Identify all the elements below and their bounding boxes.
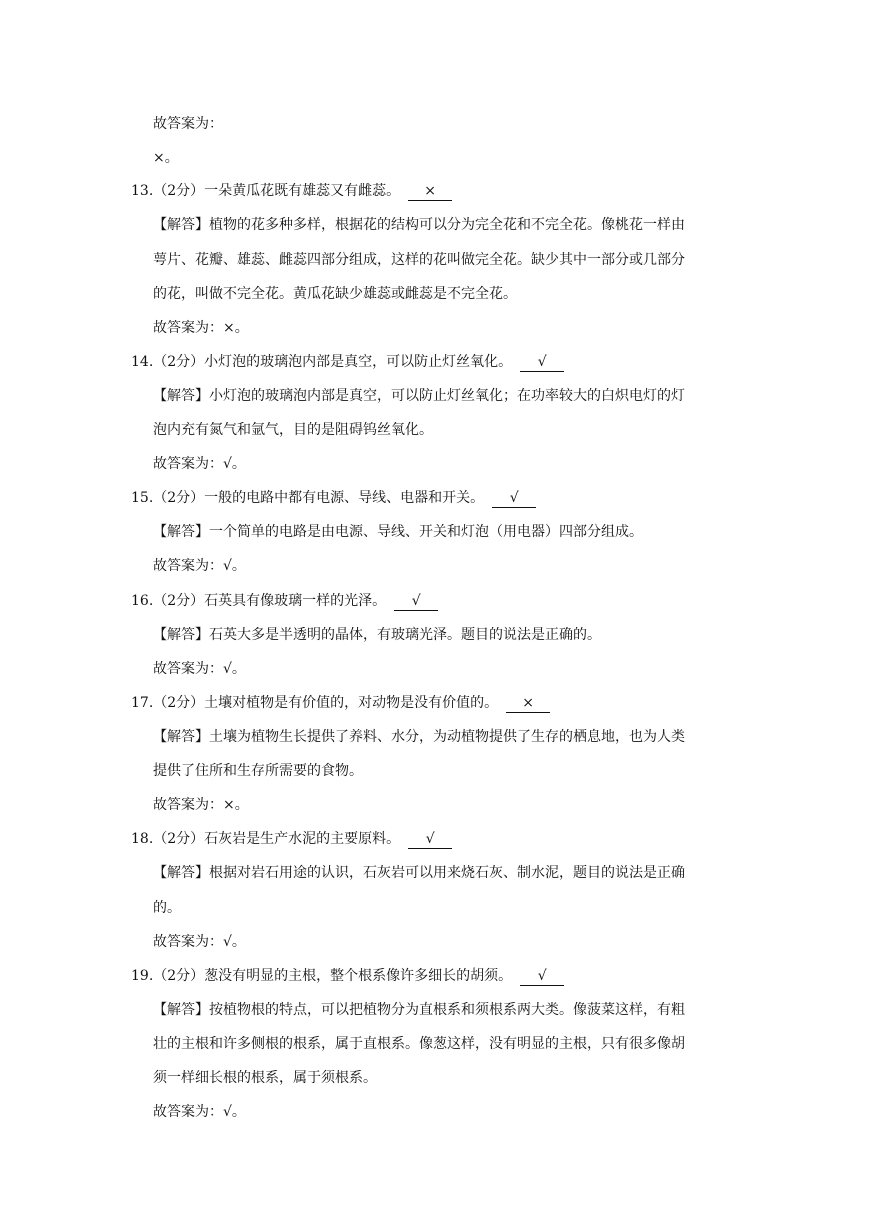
explanation-line: 须一样细长根的根系，属于须根系。 xyxy=(153,1070,377,1086)
question-stem-text: 13.（2分）一朵黄瓜花既有雄蕊又有雌蕊。 xyxy=(131,183,401,199)
answer-blank: √ xyxy=(394,592,438,611)
question-14-stem xyxy=(131,352,564,372)
final-answer: 故答案为：√。 xyxy=(153,558,246,574)
explanation-line: 【解答】土壤为植物生长提供了养料、水分，为动植物提供了生存的栖息地，也为人类 xyxy=(153,729,685,745)
explanation-line: 提供了住所和生存所需要的食物。 xyxy=(153,763,363,779)
final-answer: 故答案为：√。 xyxy=(153,1104,246,1120)
final-answer: 故答案为：√。 xyxy=(153,934,246,950)
explanation-line: 【解答】一个简单的电路是由电源、导线、开关和灯泡（用电器）四部分组成。 xyxy=(153,524,643,540)
explanation-line: 萼片、花瓣、雄蕊、雌蕊四部分组成，这样的花叫做完全花。缺少其中一部分或几部分 xyxy=(153,252,685,268)
question-19-stem xyxy=(131,966,564,986)
question-stem-text: 14.（2分）小灯泡的玻璃泡内部是真空，可以防止灯丝氧化。 xyxy=(131,354,513,370)
question-16-stem xyxy=(131,591,438,611)
answer-blank: √ xyxy=(520,967,564,986)
intro-answer-label: 故答案为： xyxy=(153,116,223,132)
explanation-line: 【解答】小灯泡的玻璃泡内部是真空，可以防止灯丝氧化；在功率较大的白炽电灯的灯 xyxy=(153,388,685,404)
question-13-stem xyxy=(131,181,452,201)
question-stem-text: 18.（2分）石灰岩是生产水泥的主要原料。 xyxy=(131,831,401,847)
question-stem-text: 16.（2分）石英具有像玻璃一样的光泽。 xyxy=(131,593,387,609)
explanation-line: 【解答】植物的花多种多样，根据花的结构可以分为完全花和不完全花。像桃花一样由 xyxy=(153,217,685,233)
answer-blank: × xyxy=(506,694,550,713)
question-17-stem xyxy=(131,693,550,713)
explanation-line: 壮的主根和许多侧根的根系，属于直根系。像葱这样，没有明显的主根，只有很多像胡 xyxy=(153,1036,685,1052)
answer-blank: × xyxy=(408,182,452,201)
answer-blank: √ xyxy=(520,353,564,372)
question-stem-text: 17.（2分）土壤对植物是有价值的，对动物是没有价值的。 xyxy=(131,695,499,711)
explanation-line: 【解答】按植物根的特点，可以把植物分为直根系和须根系两大类。像菠菜这样，有粗 xyxy=(153,1002,685,1018)
final-answer: 故答案为：×。 xyxy=(153,797,249,813)
final-answer: 故答案为：√。 xyxy=(153,456,246,472)
answer-blank: √ xyxy=(408,830,452,849)
question-stem-text: 15.（2分）一般的电路中都有电源、导线、电器和开关。 xyxy=(131,490,485,506)
answer-blank: √ xyxy=(492,489,536,508)
question-15-stem xyxy=(131,488,536,508)
explanation-line: 的花，叫做不完全花。黄瓜花缺少雄蕊或雌蕊是不完全花。 xyxy=(153,286,517,302)
explanation-line: 【解答】石英大多是半透明的晶体，有玻璃光泽。题目的说法是正确的。 xyxy=(153,627,601,643)
question-18-stem xyxy=(131,829,452,849)
explanation-line: 【解答】根据对岩石用途的认识，石灰岩可以用来烧石灰、制水泥，题目的说法是正确 xyxy=(153,865,685,881)
final-answer: 故答案为：×。 xyxy=(153,320,249,336)
explanation-line: 泡内充有氮气和氩气，目的是阻碍钨丝氧化。 xyxy=(153,422,433,438)
final-answer: 故答案为：√。 xyxy=(153,661,246,677)
explanation-line: 的。 xyxy=(153,900,181,916)
intro-answer-value: ×。 xyxy=(153,150,179,166)
question-stem-text: 19.（2分）葱没有明显的主根，整个根系像许多细长的胡须。 xyxy=(131,968,513,984)
